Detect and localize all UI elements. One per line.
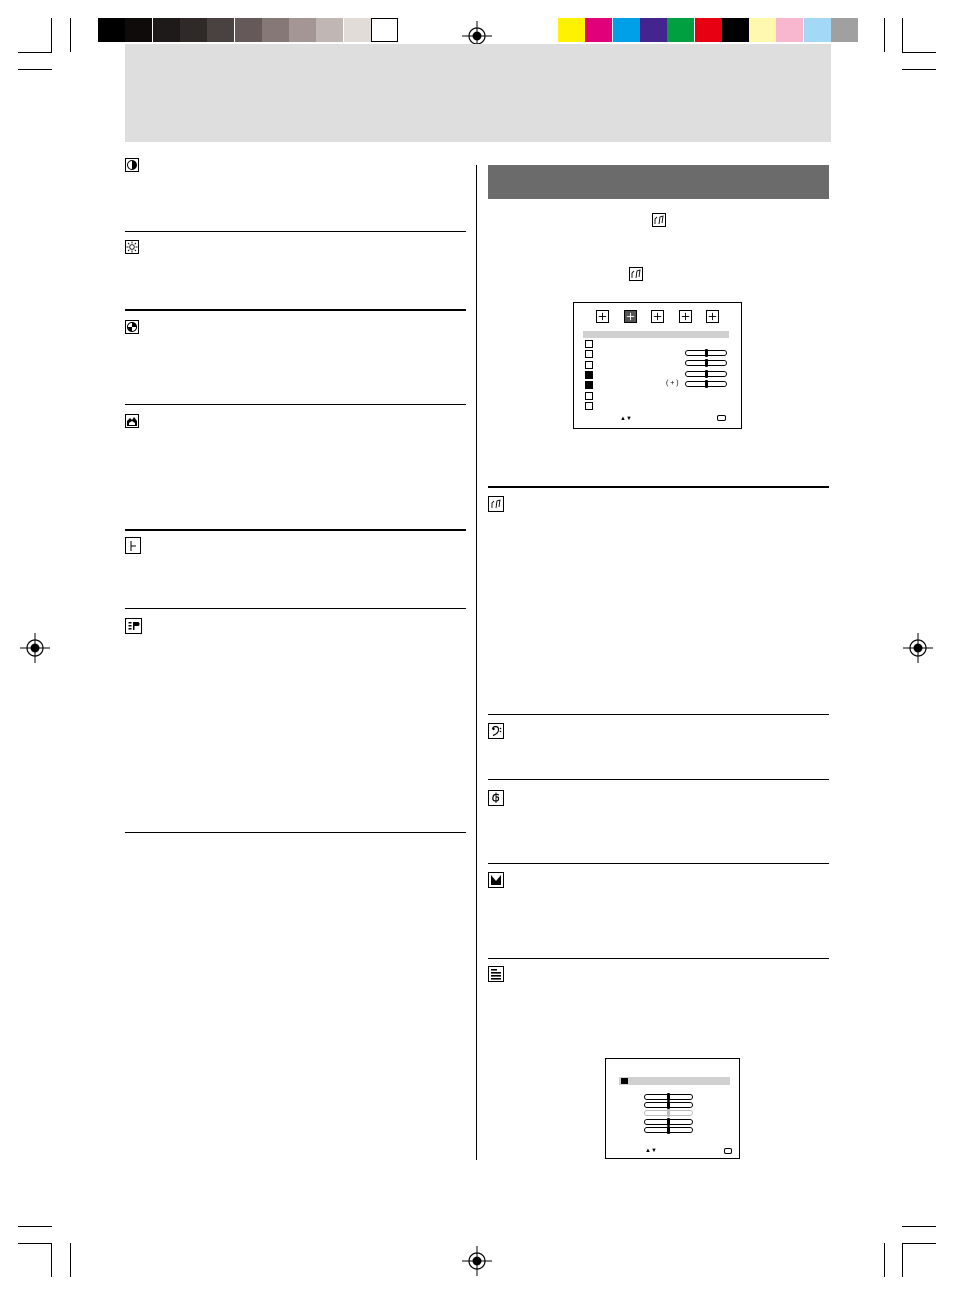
picture-tab-icon [596, 310, 609, 323]
eq-nav-arrows: ▲▼ [645, 1148, 657, 1154]
color-swatch [695, 18, 722, 42]
osd-nav-arrows: ▲▼ [620, 416, 632, 422]
section-divider [488, 863, 829, 864]
registration-mark-right [903, 633, 933, 663]
osd-highlight-bar [583, 331, 729, 338]
osd-level-slider [685, 350, 727, 356]
color-swatch [667, 18, 694, 42]
treble-icon [488, 790, 504, 806]
picture-preference-icon [125, 618, 142, 634]
slider-knob [667, 1101, 670, 1109]
eq-exit-button-icon [724, 1148, 732, 1154]
color-swatch [613, 18, 640, 42]
gray-swatch [235, 18, 262, 42]
balance-indicator: ( + ) [666, 380, 679, 387]
gray-swatch [289, 18, 316, 42]
audio-menu-inline-icon [652, 213, 666, 227]
osd-level-slider [685, 381, 727, 387]
section-divider [125, 231, 466, 232]
gray-swatch [125, 18, 152, 42]
audio-tab-icon [624, 310, 637, 323]
balance-icon [488, 872, 504, 888]
registration-mark-left [20, 633, 50, 663]
contrast-icon [125, 158, 139, 172]
osd-exit-button-icon [717, 415, 726, 421]
section-title-band [488, 165, 829, 199]
tint-icon [125, 537, 141, 554]
section-divider [488, 714, 829, 715]
gray-swatch [180, 18, 207, 42]
gray-swatch [316, 18, 343, 42]
equalizer-osd-menu [605, 1058, 740, 1159]
equalizer-row-icon [621, 1078, 628, 1084]
osd-level-slider [685, 360, 727, 366]
color-swatch [558, 18, 585, 42]
eq-band-slider [644, 1119, 693, 1125]
menu-row-icon [585, 402, 593, 410]
color-swatch [585, 18, 612, 42]
audio-row-icon [585, 340, 593, 348]
slider-knob [667, 1109, 670, 1117]
section-divider [125, 404, 466, 405]
section-divider [488, 486, 829, 488]
eq-band-slider [644, 1094, 693, 1100]
color-swatch [722, 18, 749, 42]
equalizer-icon [488, 966, 504, 982]
slider-knob [667, 1118, 670, 1126]
brightness-icon [125, 240, 139, 254]
color-swatch [776, 18, 803, 42]
color-swatch [749, 18, 776, 42]
section-divider [125, 608, 466, 609]
slider-knob [705, 349, 708, 357]
color-icon [125, 320, 139, 334]
registration-mark-bottom [462, 1246, 492, 1276]
section-divider [125, 529, 466, 531]
color-swatch [640, 18, 667, 42]
column-divider [476, 165, 477, 1160]
channel-tab-icon [706, 310, 719, 323]
bass-icon [488, 723, 504, 739]
eq-band-slider [644, 1127, 693, 1133]
eq-band-slider [644, 1102, 693, 1108]
surround-row-icon [585, 381, 593, 389]
gray-swatch [344, 18, 371, 42]
treble-row-icon [585, 361, 593, 369]
section-divider [125, 832, 466, 833]
balance-row-icon [585, 371, 593, 379]
sharpness-icon [125, 414, 139, 428]
gray-swatch [371, 18, 398, 42]
eq-highlight-bar [619, 1077, 730, 1085]
eq-band-slider [644, 1110, 693, 1116]
osd-level-slider [685, 371, 727, 377]
gray-swatch [262, 18, 289, 42]
slider-knob [705, 370, 708, 378]
section-divider [125, 309, 466, 311]
section-divider [488, 779, 829, 780]
color-swatch [831, 18, 858, 42]
audio-osd-menu [573, 302, 742, 429]
slider-knob [705, 380, 708, 388]
stereo-row-icon [585, 392, 593, 400]
gray-swatch [98, 18, 125, 42]
bass-row-icon [585, 350, 593, 358]
slider-knob [667, 1126, 670, 1134]
gray-swatch [207, 18, 234, 42]
page-header-band [125, 44, 831, 142]
timer-tab-icon [651, 310, 664, 323]
setup-tab-icon [679, 310, 692, 323]
slider-knob [667, 1093, 670, 1101]
section-divider [488, 958, 829, 959]
color-swatch [804, 18, 831, 42]
audio-menu-inline-icon [629, 267, 643, 281]
gray-swatch [153, 18, 180, 42]
slider-knob [705, 359, 708, 367]
audio-icon [488, 496, 504, 512]
